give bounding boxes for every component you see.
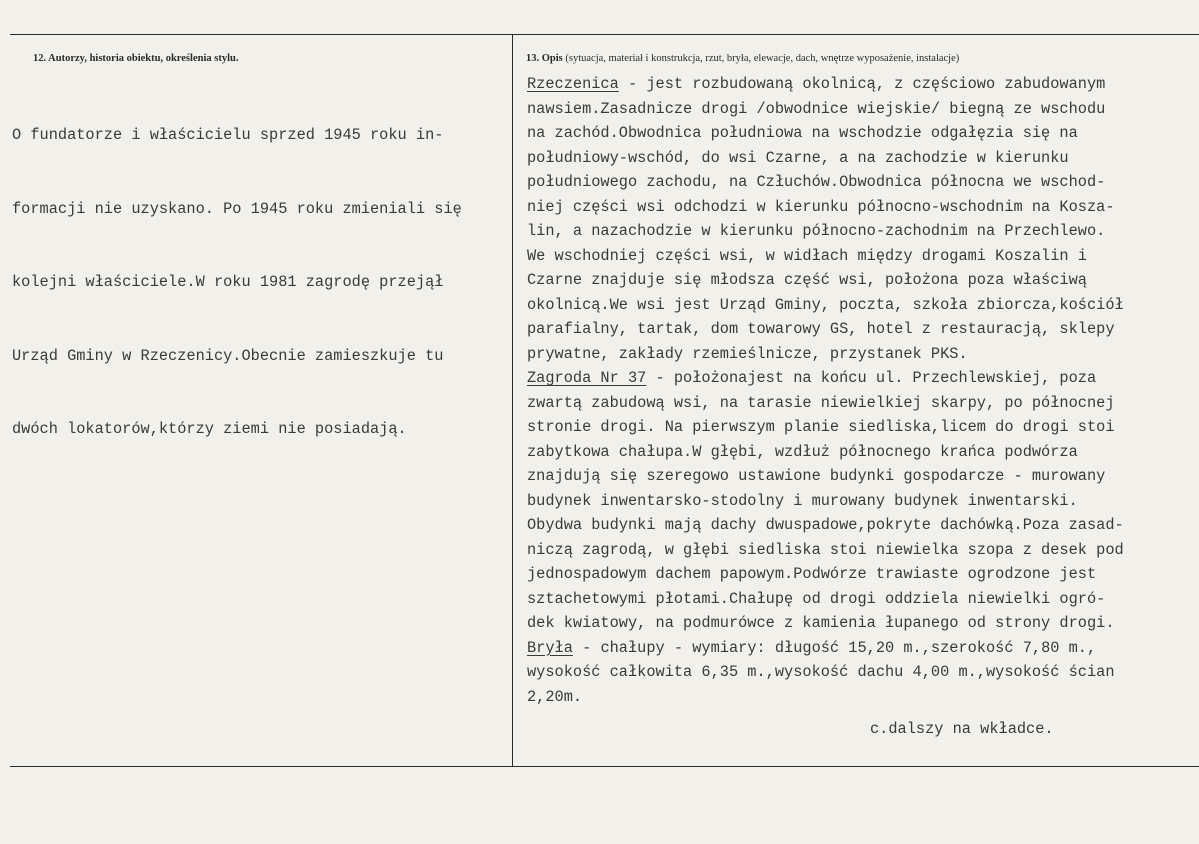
section-12-text [12,74,462,466]
text-line [527,660,1124,685]
line-text: We wschodniej części wsi, w widłach między drogami Koszalin i [527,246,1087,265]
line-text: Czarne znajduje się młodsza część wsi, położona poza właściwą [527,271,1087,289]
line-text: zabytkowa chałupa.W głębi, wzdłuż północnego krańca podwórza [527,442,1078,461]
bottom-rule [10,766,1199,767]
column-divider [512,34,513,766]
text-line [527,146,1124,171]
line-text: południowy-wschód, do wsi Czarne, a na zachodzie w kierunku [527,148,1069,167]
text-line: formacji nie uzyskano. Po 1945 roku zmieniali się [12,199,462,218]
line-text: nawsiem.Zasadnicze drogi /obwodnice wiejskie/ biegną ze wschodu [527,99,1106,118]
text-line [527,464,1124,489]
text-line [527,391,1124,416]
text-line [527,219,1124,244]
text-line [527,195,1124,220]
line-text: sztachetowymi płotami.Chałupę od drogi oddziela niewielki ogró- [527,589,1106,608]
text-line [527,97,1124,122]
line-text: lin, a nazachodzie w kierunku północno-zachodnim na Przechlewo. [527,222,1106,240]
text-line [527,513,1124,538]
line-text: znajdują się szeregowo ustawione budynki gospodarcze - murowany [527,467,1106,485]
line-text: na zachód.Obwodnica południowa na wschodzie odgałęzia się na [527,124,1078,142]
text-line [527,293,1124,318]
text-line: dwóch lokatorów,którzy ziemi nie posiadają. [12,420,407,438]
underlined-heading-word: Zagroda Nr 37 [527,369,647,387]
section-13-heading-sub: (sytuacja, materiał i konstrukcja, rzut, bryła, elewacje, dach, wnętrze wyposażenie, instalacje) [565,53,960,64]
text-line [527,489,1124,514]
line-text: południowego zachodu, na Człuchów.Obwodnica północna we wschod- [527,173,1106,191]
underlined-heading-word: Bryła [527,638,573,657]
text-line [527,268,1124,293]
line-text: niczą zagrodą, w głębi siedliska stoi niewielka szopa z desek pod [527,540,1124,559]
line-text: - położonajest na końcu ul. Przechlewskiej, poza [646,369,1097,387]
text-line: O fundatorze i właścicielu sprzed 1945 roku in- [12,126,444,144]
line-text: niej części wsi odchodzi w kierunku północno-wschodnim na Kosza- [527,197,1115,216]
text-line [527,562,1124,587]
text-line [527,342,1124,367]
line-text: stronie drogi. Na pierwszym planie siedliska,licem do drogi stoi [527,418,1115,436]
line-text: budynek inwentarsko-stodolny i murowany budynek inwentarski. [527,491,1078,510]
line-text: wysokość całkowita 6,35 m.,wysokość dachu 4,00 m.,wysokość ścian [527,663,1115,681]
text-line [527,636,1124,661]
line-text: dek kwiatowy, na podmurówce z kamienia łupanego od strony drogi. [527,614,1115,632]
text-line [527,244,1124,269]
text-line [527,685,1124,710]
line-text: zwartą zabudową wsi, na tarasie niewielkiej skarpy, po północnej [527,393,1115,412]
text-line: Urząd Gminy w Rzeczenicy.Obecnie zamieszkuje tu [12,346,444,365]
text-line [527,72,1124,97]
line-text: Obydwa budynki mają dachy dwuspadowe,pokryte dachówką.Poza zasad- [527,516,1124,534]
line-text: - jest rozbudowaną okolnicą, z częściowo zabudowanym [618,75,1106,93]
text-line [527,170,1124,195]
section-13-text [527,72,1124,709]
text-line [527,440,1124,465]
line-text: 2,20m. [527,687,583,706]
continuation-note: c.dalszy na wkładce. [870,720,1054,738]
section-12-heading: 12. Autorzy, historia obiektu, określenia stylu. [33,53,239,64]
line-text: prywatne, zakłady rzemieślnicze, przystanek PKS. [527,344,968,363]
text-line: kolejni właściciele.W roku 1981 zagrodę przejął [12,273,444,291]
section-13-heading-main: 13. Opis [526,53,563,64]
line-text: jednospadowym dachem papowym.Podwórze trawiaste ogrodzone jest [527,565,1097,583]
text-line [527,366,1124,391]
line-text: okolnicą.We wsi jest Urząd Gminy, poczta, szkoła zbiorcza,kościół [527,295,1124,314]
text-line [527,121,1124,146]
text-line [527,611,1124,636]
text-line [527,415,1124,440]
top-rule [10,34,1199,35]
text-line [527,538,1124,563]
line-text: - chałupy - wymiary: długość 15,20 m.,szerokość 7,80 m., [572,638,1097,657]
line-text: parafialny, tartak, dom towarowy GS, hotel z restauracją, sklepy [527,320,1115,338]
section-13-heading [526,53,959,64]
text-line [527,587,1124,612]
underlined-heading-word: Rzeczenica [527,75,619,93]
text-line [527,317,1124,342]
